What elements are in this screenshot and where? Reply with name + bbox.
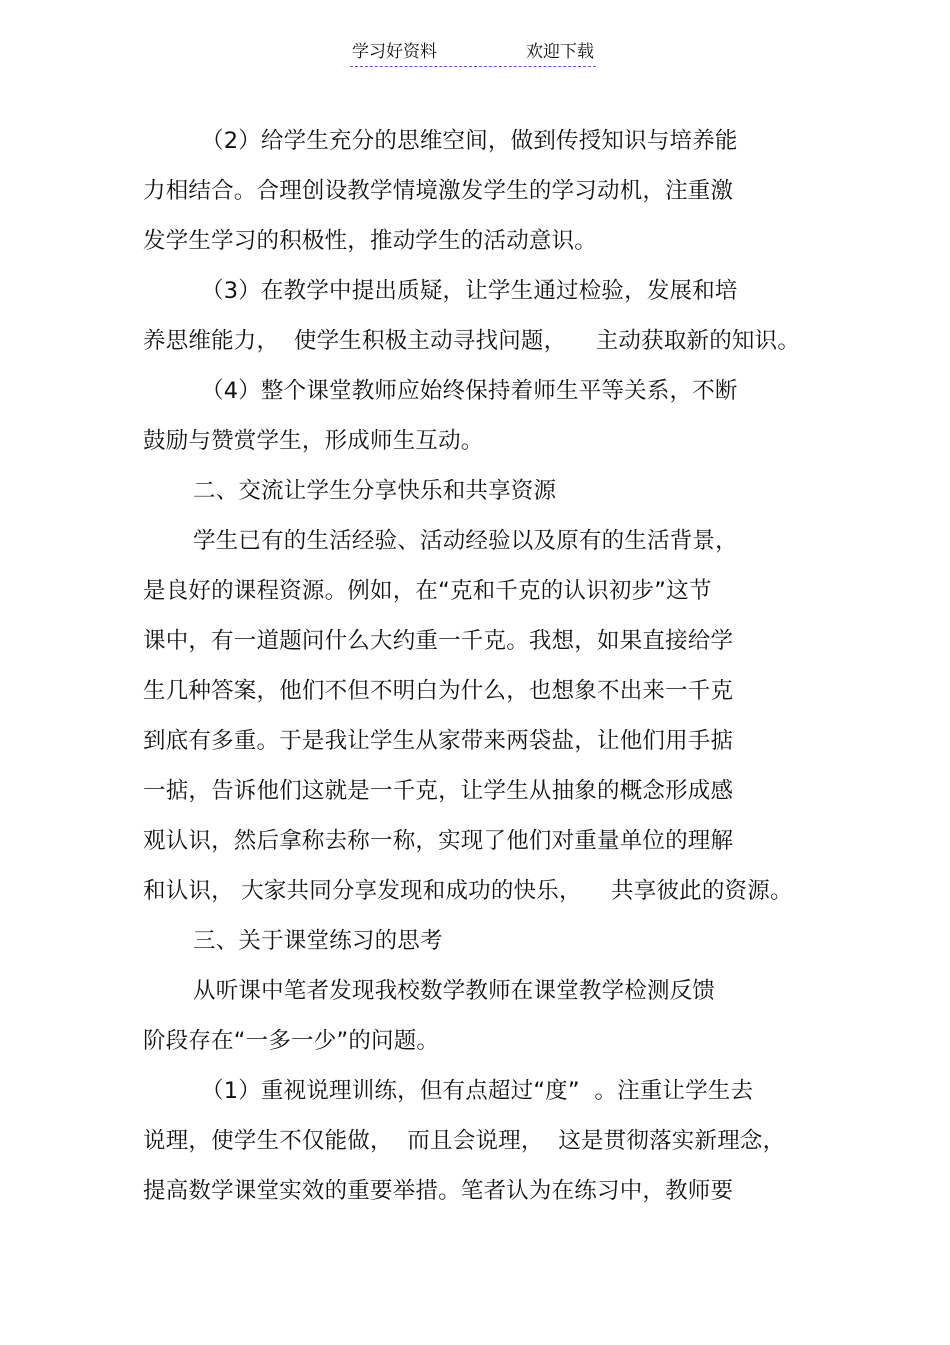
text-line: 说理，使学生不仅能做， 而且会说理， 这是贯彻落实新理念， (143, 1128, 786, 1154)
section-heading: 三、关于课堂练习的思考 (193, 928, 443, 954)
page-header (350, 38, 596, 67)
text-line: 观认识，然后拿称去称一称，实现了他们对重量单位的理解 (143, 828, 734, 854)
text-line: 养思维能力， 使学生积极主动寻找问题， 主动获取新的知识。 (143, 328, 801, 354)
text-line: 是良好的课程资源。例如，在“克和千克的认识初步”这节 (143, 578, 712, 604)
text-line: （1）重视说理训练，但有点超过“度” 。注重让学生去 (201, 1078, 754, 1104)
text-line: （3）在教学中提出质疑，让学生通过检验，发展和培 (201, 278, 738, 304)
text-line: （4）整个课堂教师应始终保持着师生平等关系，不断 (201, 378, 738, 404)
text-line: 课中，有一道题问什么大约重一千克。我想，如果直接给学 (143, 628, 734, 654)
text-line: 提高数学课堂实效的重要举措。笔者认为在练习中，教师要 (143, 1178, 734, 1204)
text-line: 从听课中笔者发现我校数学教师在课堂教学检测反馈 (193, 978, 716, 1004)
text-line: 生几种答案，他们不但不明白为什么，也想象不出来一千克 (143, 678, 734, 704)
text-line: 发学生学习的积极性，推动学生的活动意识。 (143, 228, 598, 254)
document-body (143, 116, 803, 1216)
text-line: （2）给学生充分的思维空间，做到传授知识与培养能 (201, 128, 738, 154)
header-right-text: 欢迎下载 (526, 42, 594, 62)
text-line: 一掂，告诉他们这就是一千克，让学生从抽象的概念形成感 (143, 778, 734, 804)
text-line: 阶段存在“一多一少”的问题。 (143, 1028, 440, 1054)
text-line: 鼓励与赞赏学生，形成师生互动。 (143, 428, 484, 454)
section-heading: 二、交流让学生分享快乐和共享资源 (193, 478, 557, 504)
text-line: 和认识， 大家共同分享发现和成功的快乐， 共享彼此的资源。 (143, 878, 793, 904)
text-line: 学生已有的生活经验、活动经验以及原有的生活背景， (193, 528, 738, 554)
text-line: 到底有多重。于是我让学生从家带来两袋盐，让他们用手掂 (143, 728, 734, 754)
text-line: 力相结合。合理创设教学情境激发学生的学习动机，注重激 (143, 178, 734, 204)
header-left-text: 学习好资料 (352, 42, 437, 62)
